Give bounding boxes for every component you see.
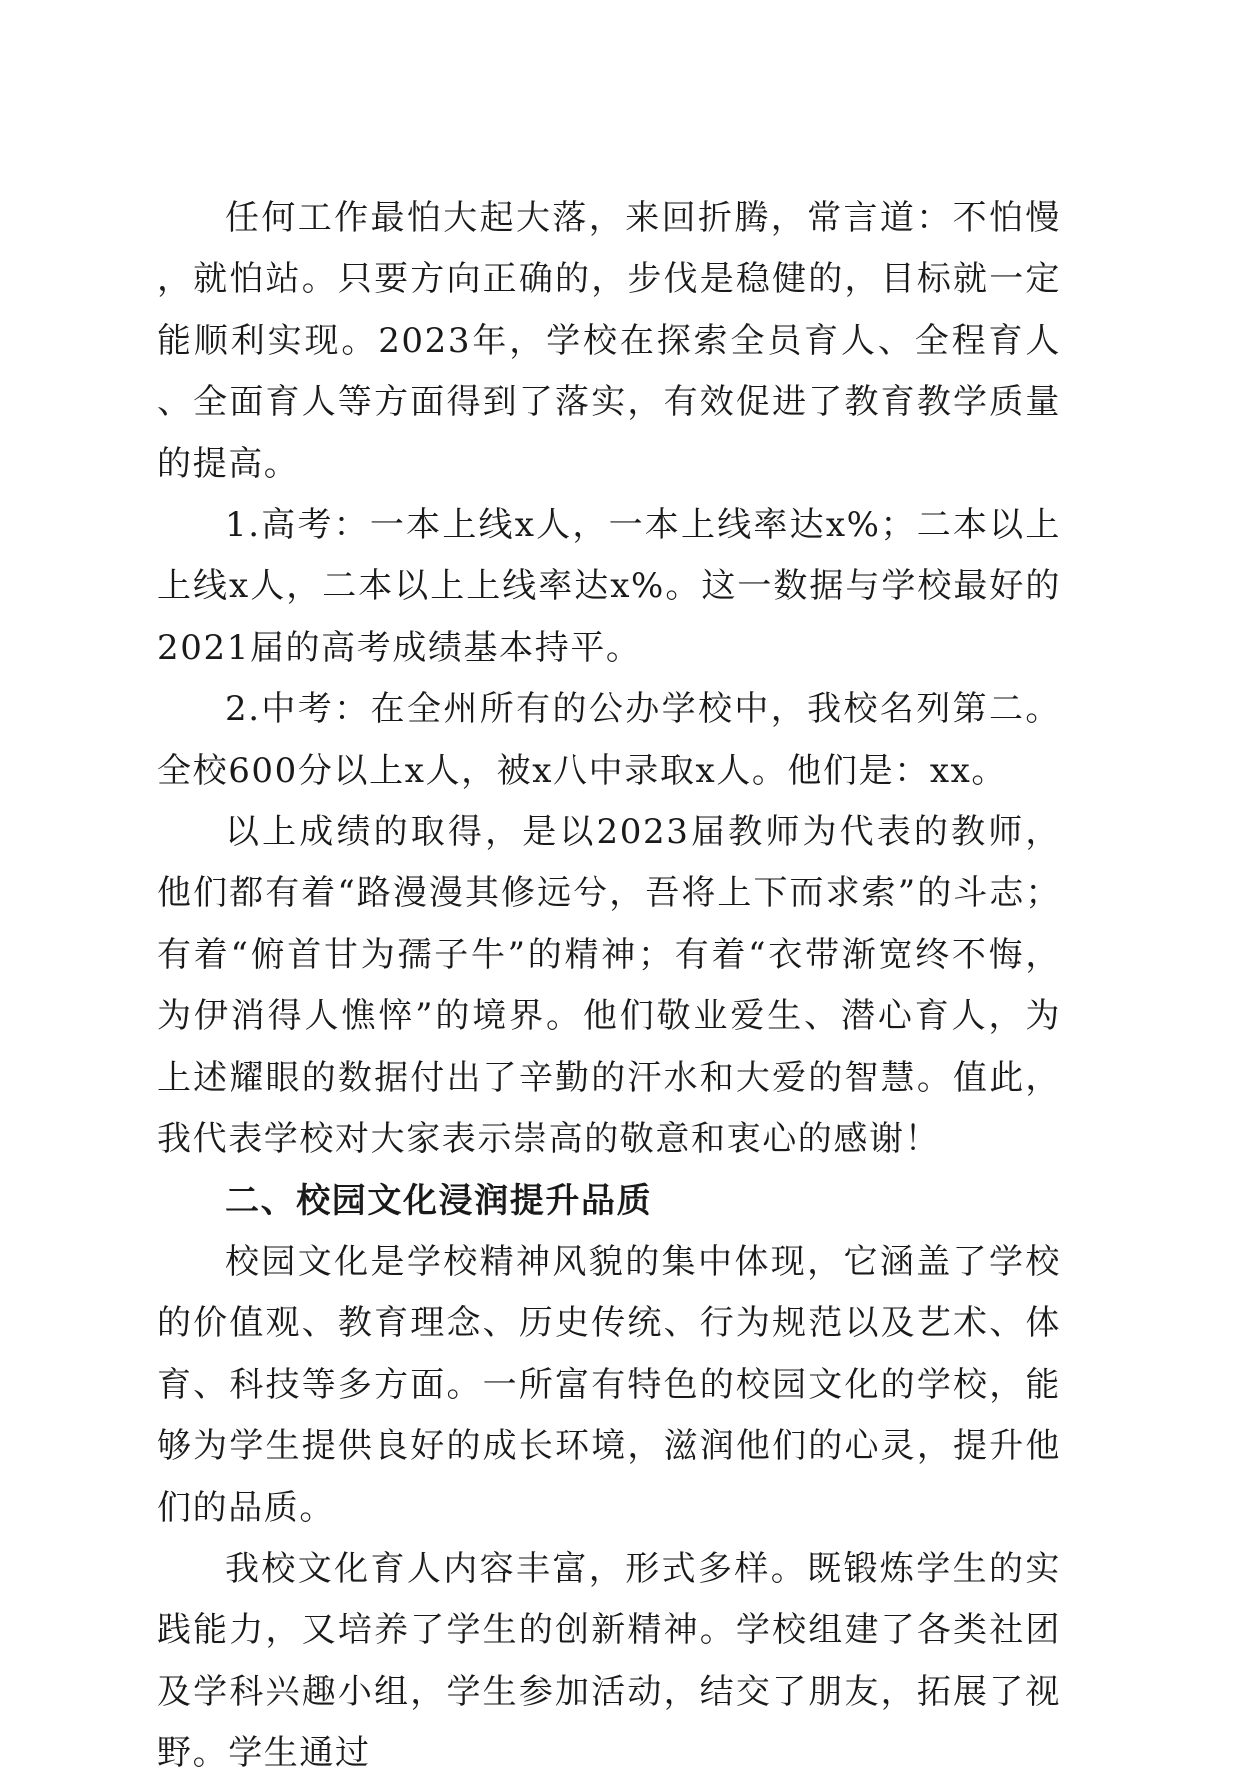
section-heading-campus-culture: 二、校园文化浸润提升品质 bbox=[225, 1180, 653, 1221]
paragraph-culture-activities: 我校文化育人内容丰富，形式多样。既锻炼学生的实践能力，又培养了学生的创新精神。学校组建了各类社团及学科兴趣小组，学生参加活动，结交了朋友，拓展了视野。学生通过 bbox=[157, 1548, 1061, 1774]
document-body bbox=[157, 188, 1061, 1785]
paragraph-campus-culture-intro: 校园文化是学校精神风貌的集中体现，它涵盖了学校的价值观、教育理念、历史传统、行为规范以及艺术、体育、科技等多方面。一所富有特色的校园文化的学校，能够为学生提供良好的成长环境，滋润他们的心灵，提升他们的品质。 bbox=[157, 1241, 1061, 1528]
paragraph-gaokao-results: 1.高考：一本上线x人，一本上线率达x%；二本以上上线x人，二本以上上线率达x%。这一数据与学校最好的2021届的高考成绩基本持平。 bbox=[157, 505, 1061, 668]
paragraph-work-attitude: 任何工作最怕大起大落，来回折腾，常言道：不怕慢，就怕站。只要方向正确的，步伐是稳健的，目标就一定能顺利实现。2023年，学校在探索全员育人、全程育人、全面育人等方面得到了落实，有效促进了教育教学质量的提高。 bbox=[157, 198, 1061, 484]
paragraph-teacher-thanks: 以上成绩的取得，是以2023届教师为代表的教师，他们都有着“路漫漫其修远兮，吾将上下而求索”的斗志；有着“俯首甘为孺子牛”的精神；有着“衣带渐宽终不悔，为伊消得人憔悴”的境界。他们敬业爱生、潜心育人，为上述耀眼的数据付出了辛勤的汗水和大爱的智慧。值此，我代表学校对大家表示崇高的敬意和衷心的感谢！ bbox=[157, 812, 1061, 1160]
paragraph-zhongkao-results: 2.中考：在全州所有的公办学校中，我校名列第二。全校600分以上x人，被x八中录取x人。他们是：xx。 bbox=[157, 689, 1061, 791]
